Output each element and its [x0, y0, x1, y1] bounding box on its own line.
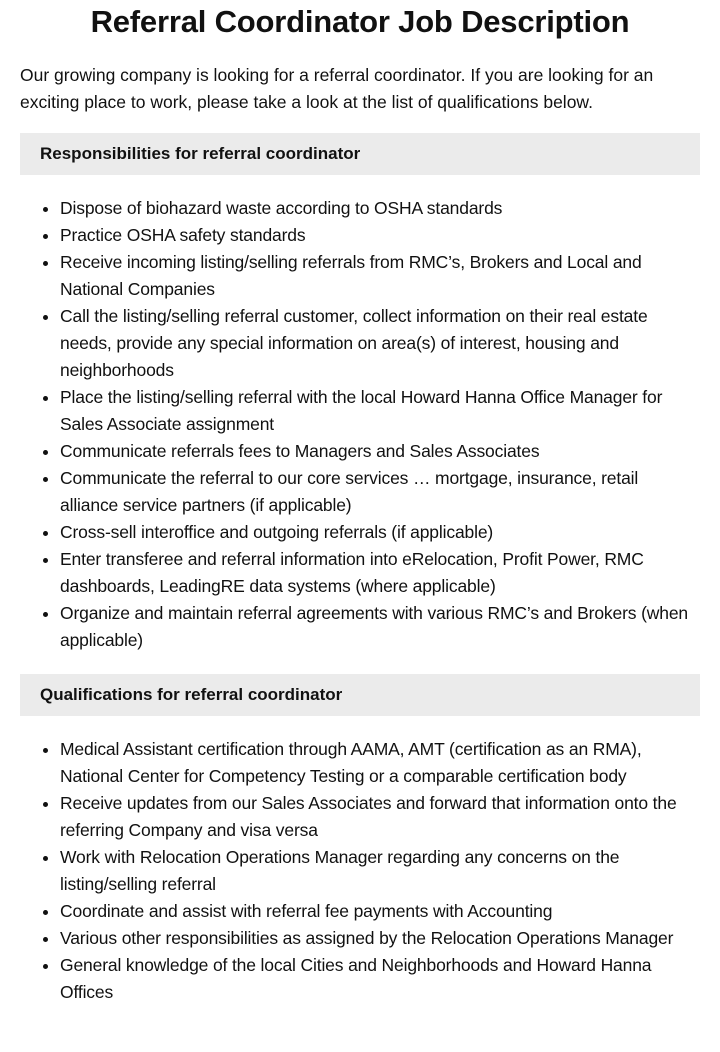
list-item: • Cross-sell interoffice and outgoing referrals (if applicable) [60, 519, 700, 546]
list-item: • Coordinate and assist with referral fee payments with Accounting [60, 898, 700, 925]
list-item: • Various other responsibilities as assigned by the Relocation Operations Manager [60, 925, 700, 952]
list-item: • Place the listing/selling referral with the local Howard Hanna Office Manager for Sales Associate assignment [60, 384, 700, 438]
list-item: • General knowledge of the local Cities and Neighborhoods and Howard Hanna Offices [60, 952, 700, 1006]
page-title: Referral Coordinator Job Description [90, 4, 630, 39]
intro-paragraph: Our growing company is looking for a referral coordinator. If you are looking for an exciting place to work, please take a look at the list of qualifications below. [20, 65, 654, 112]
responsibilities-heading: Responsibilities for referral coordinator [20, 133, 700, 175]
list-item: • Call the listing/selling referral customer, collect information on their real estate needs, provide any special information on area(s) of interest, housing and neighborhoods [60, 303, 700, 384]
list-item: • Communicate the referral to our core services … mortgage, insurance, retail alliance service partners (if applicable) [60, 465, 700, 519]
list-item: • Practice OSHA safety standards [60, 222, 700, 249]
list-item: • Organize and maintain referral agreements with various RMC’s and Brokers (when applicable) [60, 600, 700, 654]
list-item: • Receive incoming listing/selling referrals from RMC’s, Brokers and Local and National Companies [60, 249, 700, 303]
list-item: • Work with Relocation Operations Manager regarding any concerns on the listing/selling referral [60, 844, 700, 898]
list-item: • Enter transferee and referral information into eRelocation, Profit Power, RMC dashboards, LeadingRE data systems (where applicable) [60, 546, 700, 600]
list-item: • Dispose of biohazard waste according to OSHA standards [60, 195, 700, 222]
qualifications-heading: Qualifications for referral coordinator [20, 674, 700, 716]
list-item: • Receive updates from our Sales Associates and forward that information onto the referring Company and visa versa [60, 790, 700, 844]
qualifications-list [20, 736, 700, 1006]
list-item: • Communicate referrals fees to Managers and Sales Associates [60, 438, 700, 465]
list-item: • Medical Assistant certification through AAMA, AMT (certification as an RMA), National Center for Competency Testing or a comparable certification body [60, 736, 700, 790]
responsibilities-list [20, 195, 700, 654]
